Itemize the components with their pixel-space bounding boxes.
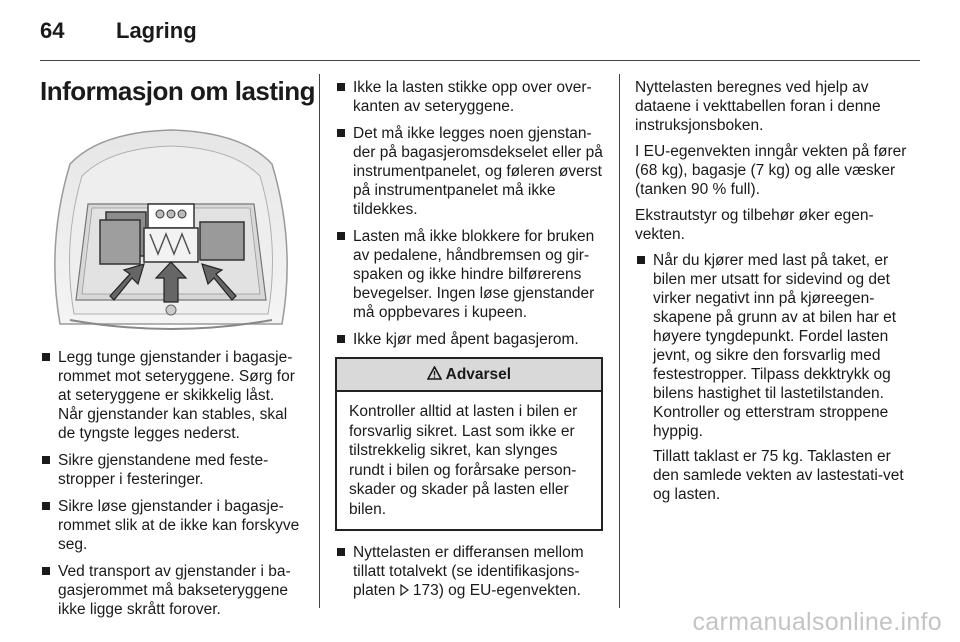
paragraph: I EU-egenvekten inngår vekten på fører (68 kg), bagasje (7 kg) og alle væsker (tanken 90 % full). bbox=[635, 143, 907, 198]
page-number: 64 bbox=[40, 18, 65, 43]
list-item: Sikre gjenstandene med feste-stropper i festeringer. bbox=[40, 451, 302, 489]
column-divider-1 bbox=[319, 74, 320, 608]
list-item: Legg tunge gjenstander i bagasje-rommet mot seteryggene. Sørg for at seteryggene er skikkelig låst. Når gjenstander kan stables, skal de tyngste legges nederst. bbox=[40, 348, 302, 443]
page-reference-arrow-icon[interactable] bbox=[400, 582, 409, 601]
list-item: Ved transport av gjenstander i ba-gasjerommet må bakseteryggene ikke ligge skrått forover. bbox=[40, 562, 302, 619]
paragraph: Nyttelasten beregnes ved hjelp av dataene i vekttabellen foran i denne instruksjonsboken. bbox=[635, 79, 881, 134]
list-item: Sikre løse gjenstander i bagasje-rommet slik at de ikke kan forskyve seg. bbox=[40, 497, 302, 554]
watermark: carmanualsonline.info bbox=[692, 608, 942, 636]
warning-triangle-icon bbox=[427, 366, 446, 383]
list-item-text-after-ref: 173) og EU-egenvekten. bbox=[408, 582, 581, 599]
list-item: Ikke la lasten stikke opp over over-kanten av seteryggene. bbox=[335, 78, 603, 116]
paragraph: Ekstrautstyr og tilbehør øker egen-vekten. bbox=[635, 207, 874, 243]
warning-box bbox=[335, 357, 603, 531]
column-3 bbox=[635, 78, 907, 511]
paragraph: Tillatt taklast er 75 kg. Taklasten er den samlede vekten av lastestati-vet og lasten. bbox=[653, 448, 904, 503]
header-rule bbox=[40, 60, 920, 61]
list-item: Ikke kjør med åpent bagasjerom. bbox=[335, 330, 603, 349]
column-2 bbox=[335, 78, 603, 609]
chapter-title: Lagring bbox=[116, 18, 197, 43]
column-divider-2 bbox=[619, 74, 620, 608]
cargo-loading-illustration-svg bbox=[40, 124, 302, 336]
cargo-loading-illustration bbox=[40, 124, 302, 336]
column-1 bbox=[40, 348, 302, 627]
list-item bbox=[335, 543, 603, 601]
list-item-text: Nyttelasten er differansen mellom tillatt totalvekt (se identifikasjons-platen bbox=[353, 544, 584, 599]
warning-text: Kontroller alltid at lasten i bilen er forsvarlig sikret. Last som ikke er tilstrekkelig sikret, kan slynges rundt i bilen og forårsake person-skader og skader på lasten eller bilen. bbox=[349, 403, 578, 518]
section-title: Informasjon om lasting bbox=[40, 76, 316, 106]
list-item: Det må ikke legges noen gjenstan-der på bagasjeromsdekselet eller på instrumentpanelet, og føleren øverst på instrumentpanelet må ikke tildekkes. bbox=[335, 124, 603, 219]
list-item: Lasten må ikke blokkere for bruken av pedalene, håndbremsen og gir-spaken og ikke hindre bilførerens bevegelser. Ingen løse gjenstander må oppbevares i kupeen. bbox=[335, 227, 603, 322]
warning-title: Advarsel bbox=[445, 366, 512, 383]
warning-header bbox=[337, 359, 601, 392]
list-item: Når du kjører med last på taket, er bilen mer utsatt for sidevind og det virker negativt inn på kjøreegen-skapene på grunn av at bilen har et høyere tyngdepunkt. Fordel lasten jevnt, og sikre den forsvarlig med festestropper. Tilpass dekktrykk og bilens hastighet til lastetilstanden. Kontroller og etterstram stroppene hyppig. bbox=[635, 251, 907, 441]
